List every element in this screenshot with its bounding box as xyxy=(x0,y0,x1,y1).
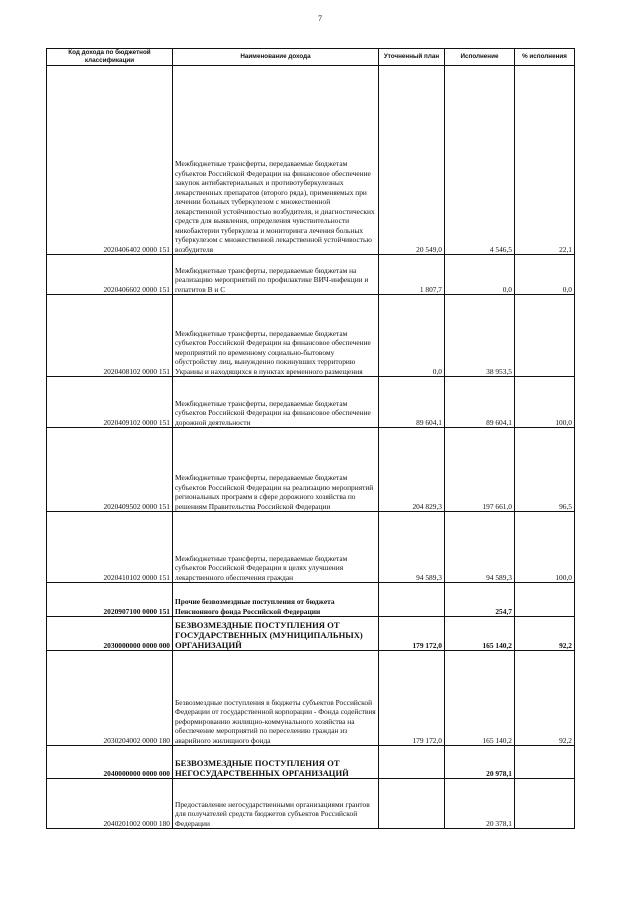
table-row xyxy=(47,779,575,829)
cell-code: 2020406402 0000 151 xyxy=(47,66,173,255)
cell-code: 2020410102 0000 151 xyxy=(47,512,173,583)
cell-percent: 92,2 xyxy=(515,651,575,746)
page-number: 7 xyxy=(318,14,322,23)
table-row xyxy=(47,617,575,651)
cell-execution: 165 140,2 xyxy=(445,651,515,746)
cell-name: Прочие безвозмездные поступления от бюджета Пенсионного фонда Российской Федерации xyxy=(173,583,379,617)
cell-code: 2020406602 0000 151 xyxy=(47,255,173,295)
table-row xyxy=(47,746,575,779)
budget-revenue-table xyxy=(46,48,575,829)
table-body xyxy=(47,66,575,829)
cell-plan: 0,0 xyxy=(379,295,445,377)
cell-percent: 100,0 xyxy=(515,512,575,583)
cell-plan xyxy=(379,746,445,779)
cell-name: Межбюджетные трансферты, передаваемые бюджетам субъектов Российской Федерации на финансовое обеспечение мероприятий по временному социально-бытовому обустройству лиц, вынужденно покинувших территорию Украины и находящихся в пунктах временного размещения xyxy=(173,295,379,377)
cell-execution: 254,7 xyxy=(445,583,515,617)
cell-name: Межбюджетные трансферты, передаваемые бюджетам субъектов Российской Федерации на финансовое обеспечение закупок антибактериальных и противотуберкулезных лекарственных препаратов (второго ряда), применяемых при лечении больных туберкулезом с множественной лекарственной устойчивостью возбудителя, и диагностических средств для выявления, определения чувствительности микобактерии туберкулеза и мониторинга лечения больных туберкулезом с множественной лекарственной устойчивостью возбудителя xyxy=(173,66,379,255)
cell-percent xyxy=(515,746,575,779)
cell-execution: 89 604,1 xyxy=(445,377,515,428)
table-header-row xyxy=(47,49,575,66)
table-row xyxy=(47,295,575,377)
cell-plan: 94 589,3 xyxy=(379,512,445,583)
cell-code: 2040201002 0000 180 xyxy=(47,779,173,829)
cell-percent: 96,5 xyxy=(515,428,575,512)
cell-percent: 22,1 xyxy=(515,66,575,255)
table-row xyxy=(47,583,575,617)
cell-execution: 0,0 xyxy=(445,255,515,295)
cell-name: Безвозмездные поступления в бюджеты субъектов Российской Федерации от государственной корпорации - Фонда содействия реформированию жилищно-коммунального хозяйства на обеспечение мероприятий по переселению граждан из аварийного жилищного фонда xyxy=(173,651,379,746)
cell-percent: 92,2 xyxy=(515,617,575,651)
cell-name: БЕЗВОЗМЕЗДНЫЕ ПОСТУПЛЕНИЯ ОТ ГОСУДАРСТВЕННЫХ (МУНИЦИПАЛЬНЫХ) ОРГАНИЗАЦИЙ xyxy=(173,617,379,651)
cell-plan: 179 172,0 xyxy=(379,617,445,651)
cell-plan: 179 172,0 xyxy=(379,651,445,746)
cell-plan: 20 549,0 xyxy=(379,66,445,255)
cell-name: Межбюджетные трансферты, передаваемые бюджетам субъектов Российской Федерации на финансовое обеспечение дорожной деятельности xyxy=(173,377,379,428)
cell-code: 2030204002 0000 180 xyxy=(47,651,173,746)
header-percent: % исполнения xyxy=(515,49,575,66)
cell-percent xyxy=(515,583,575,617)
cell-name: Межбюджетные трансферты, передаваемые бюджетам на реализацию мероприятий по профилактике ВИЧ-инфекции и гепатитов В и С xyxy=(173,255,379,295)
cell-code: 2020408102 0000 151 xyxy=(47,295,173,377)
cell-plan xyxy=(379,583,445,617)
cell-plan: 1 807,7 xyxy=(379,255,445,295)
table-row xyxy=(47,255,575,295)
cell-execution: 197 661,0 xyxy=(445,428,515,512)
cell-name: Предоставление негосударственными организациями грантов для получателей средств бюджетов субъектов Российской Федерации xyxy=(173,779,379,829)
table-row xyxy=(47,377,575,428)
cell-execution: 20 378,1 xyxy=(445,779,515,829)
header-name: Наименование дохода xyxy=(173,49,379,66)
cell-name: БЕЗВОЗМЕЗДНЫЕ ПОСТУПЛЕНИЯ ОТ НЕГОСУДАРСТВЕННЫХ ОРГАНИЗАЦИЙ xyxy=(173,746,379,779)
cell-plan xyxy=(379,779,445,829)
cell-code: 2030000000 0000 000 xyxy=(47,617,173,651)
cell-code: 2020409502 0000 151 xyxy=(47,428,173,512)
cell-execution: 94 589,3 xyxy=(445,512,515,583)
cell-percent xyxy=(515,295,575,377)
cell-percent: 0,0 xyxy=(515,255,575,295)
cell-execution: 20 978,1 xyxy=(445,746,515,779)
cell-plan: 89 604,1 xyxy=(379,377,445,428)
cell-execution: 38 953,5 xyxy=(445,295,515,377)
header-execution: Исполнение xyxy=(445,49,515,66)
cell-name: Межбюджетные трансферты, передаваемые бюджетам субъектов Российской Федерации в целях улучшения лекарственного обеспечения граждан xyxy=(173,512,379,583)
cell-execution: 4 546,5 xyxy=(445,66,515,255)
table-row xyxy=(47,512,575,583)
table-row xyxy=(47,428,575,512)
table-row xyxy=(47,651,575,746)
cell-plan: 204 829,3 xyxy=(379,428,445,512)
cell-code: 2040000000 0000 000 xyxy=(47,746,173,779)
header-code: Код дохода по бюджетной классификации xyxy=(47,49,173,66)
table-row xyxy=(47,66,575,255)
cell-execution: 165 140,2 xyxy=(445,617,515,651)
header-plan: Уточненный план xyxy=(379,49,445,66)
cell-percent: 100,0 xyxy=(515,377,575,428)
cell-name: Межбюджетные трансферты, передаваемые бюджетам субъектов Российской Федерации на реализацию мероприятий региональных программ в сфере дорожного хозяйства по решениям Правительства Российской Федерации xyxy=(173,428,379,512)
cell-percent xyxy=(515,779,575,829)
cell-code: 2020409102 0000 151 xyxy=(47,377,173,428)
cell-code: 2020907100 0000 151 xyxy=(47,583,173,617)
